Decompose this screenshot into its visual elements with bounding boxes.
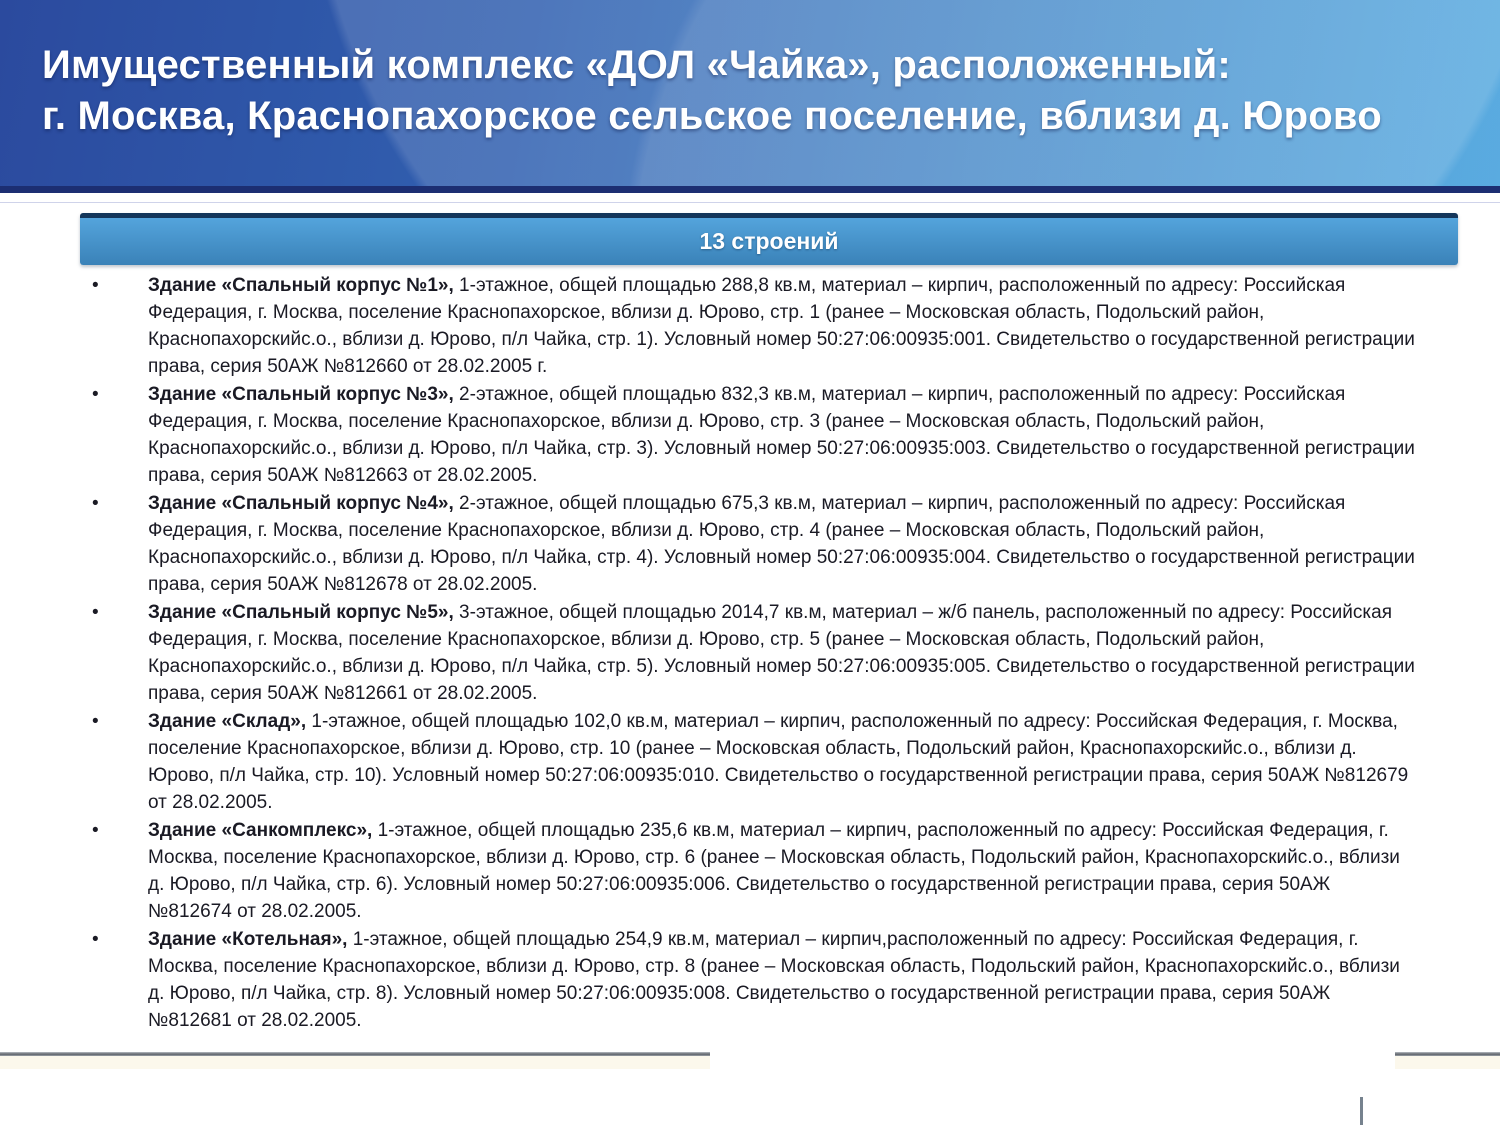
building-name: Здание «Спальный корпус №4»,	[148, 493, 454, 514]
buildings-list	[80, 272, 1418, 1035]
building-item	[80, 381, 1418, 489]
building-name: Здание «Склад»,	[148, 711, 307, 732]
slide-title-line1: Имущественный комплекс «ДОЛ «Чайка», расположенный:	[42, 43, 1231, 87]
building-name: Здание «Спальный корпус №1»,	[148, 275, 454, 296]
building-item	[80, 599, 1418, 707]
building-details: 1-этажное, общей площадью 102,0 кв.м, материал – кирпич, расположенный по адресу: Российская Федерация, г. Москва, поселение Краснопахорское, вблизи д. Юрово, стр. 10 (ранее – Московская область, Подольский район, Краснопахорскийс.о., вблизи д. Юрово, п/л Чайка, стр. 10). Условный номер 50:27:06:00935:010. Свидетельство о государственной регистрации права, серия 50АЖ №812679 от 28.02.2005.	[148, 711, 1409, 813]
building-name: Здание «Спальный корпус №5»,	[148, 602, 454, 623]
slide-title-line2: г. Москва, Краснопахорское сельское поселение, вблизи д. Юрово	[42, 94, 1382, 138]
slide-header	[0, 0, 1500, 193]
buildings-count-banner: 13 строений	[80, 213, 1458, 265]
footer-white-box	[710, 1045, 1395, 1125]
building-item	[80, 926, 1418, 1034]
building-details: 1-этажное, общей площадью 288,8 кв.м, материал – кирпич, расположенный по адресу: Российская Федерация, г. Москва, поселение Краснопахорское, вблизи д. Юрово, стр. 1 (ранее – Московская область, Подольский район, Краснопахорскийс.о., вблизи д. Юрово, п/л Чайка, стр. 1). Условный номер 50:27:06:00935:001. Свидетельство о государственной регистрации права, серия 50АЖ №812660 от 28.02.2005 г.	[148, 275, 1415, 377]
building-name: Здание «Котельная»,	[148, 929, 348, 950]
building-details: 1-этажное, общей площадью 235,6 кв.м, материал – кирпич, расположенный по адресу: Российская Федерация, г. Москва, поселение Краснопахорское, вблизи д. Юрово, стр. 6 (ранее – Московская область, Подольский район, Краснопахорскийс.о., вблизи д. Юрово, п/л Чайка, стр. 6). Условный номер 50:27:06:00935:006. Свидетельство о государственной регистрации права, серия 50АЖ №812674 от 28.02.2005.	[148, 820, 1400, 922]
building-name: Здание «Спальный корпус №3»,	[148, 384, 454, 405]
footer-tick-mark	[1360, 1097, 1363, 1125]
building-details: 2-этажное, общей площадью 832,3 кв.м, материал – кирпич, расположенный по адресу: Российская Федерация, г. Москва, поселение Краснопахорское, вблизи д. Юрово, стр. 3 (ранее – Московская область, Подольский район, Краснопахорскийс.о., вблизи д. Юрово, п/л Чайка, стр. 3). Условный номер 50:27:06:00935:003. Свидетельство о государственной регистрации права, серия 50АЖ №812663 от 28.02.2005.	[148, 384, 1415, 486]
header-separator-band	[0, 193, 1500, 213]
slide-title	[42, 40, 1470, 142]
header-separator-hairline	[0, 202, 1500, 203]
building-item	[80, 817, 1418, 925]
building-details: 1-этажное, общей площадью 254,9 кв.м, материал – кирпич,расположенный по адресу: Российская Федерация, г. Москва, поселение Краснопахорское, вблизи д. Юрово, стр. 8 (ранее – Московская область, Подольский район, Краснопахорскийс.о., вблизи д. Юрово, п/л Чайка, стр. 8). Условный номер 50:27:06:00935:008. Свидетельство о государственной регистрации права, серия 50АЖ №812681 от 28.02.2005.	[148, 929, 1400, 1031]
building-details: 2-этажное, общей площадью 675,3 кв.м, материал – кирпич, расположенный по адресу: Российская Федерация, г. Москва, поселение Краснопахорское, вблизи д. Юрово, стр. 4 (ранее – Московская область, Подольский район, Краснопахорскийс.о., вблизи д. Юрово, п/л Чайка, стр. 4). Условный номер 50:27:06:00935:004. Свидетельство о государственной регистрации права, серия 50АЖ №812678 от 28.02.2005.	[148, 493, 1415, 595]
building-name: Здание «Санкомплекс»,	[148, 820, 373, 841]
building-item	[80, 708, 1418, 816]
building-details: 3-этажное, общей площадью 2014,7 кв.м, материал – ж/б панель, расположенный по адресу: Российская Федерация, г. Москва, поселение Краснопахорское, вблизи д. Юрово, стр. 5 (ранее – Московская область, Подольский район, Краснопахорскийс.о., вблизи д. Юрово, п/л Чайка, стр. 5). Условный номер 50:27:06:00935:005. Свидетельство о государственной регистрации права, серия 50АЖ №812661 от 28.02.2005.	[148, 602, 1415, 704]
building-item	[80, 272, 1418, 380]
building-item	[80, 490, 1418, 598]
